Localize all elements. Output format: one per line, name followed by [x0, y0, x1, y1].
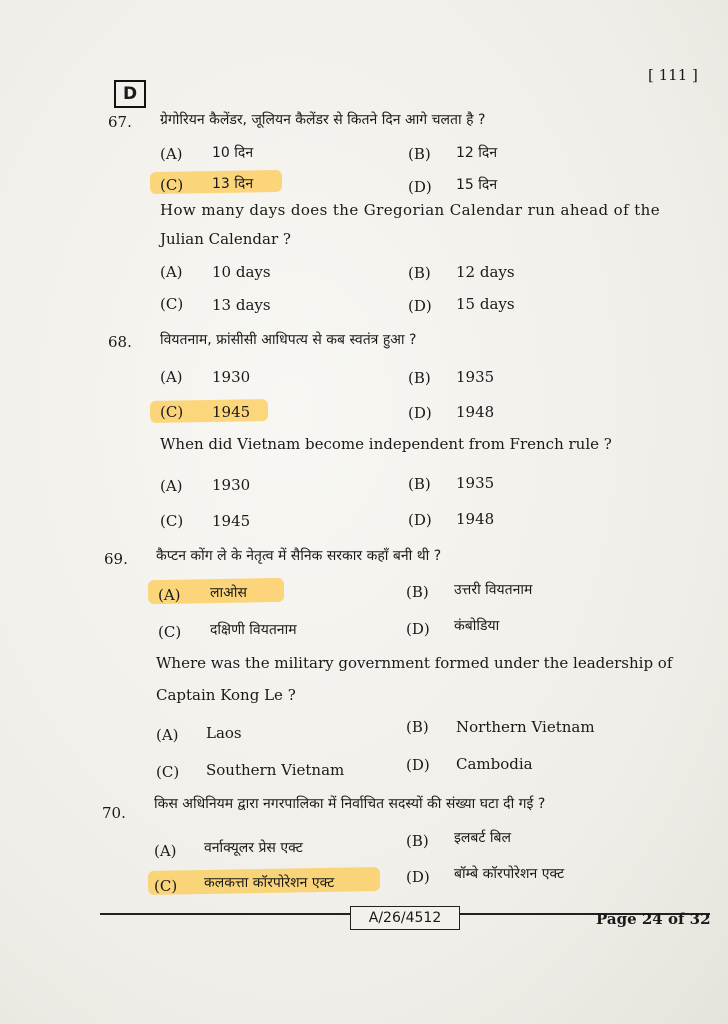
q67-hi-opt-d: 15 दिन: [456, 177, 498, 193]
q67-en-opt-a: 10 days: [212, 263, 271, 281]
q67-en-opt-d-label: (D): [408, 297, 432, 315]
q68-hi-opt-a-label: (A): [160, 368, 183, 386]
q69-hi-opt-d-label: (D): [406, 620, 430, 638]
q68-en-opt-d-label: (D): [408, 511, 432, 529]
q67-en-opt-d: 15 days: [456, 295, 515, 313]
q67-hi-opt-a: 10 दिन: [212, 145, 254, 161]
paper-code: A/26/4512: [350, 906, 460, 930]
question-number-67: 67.: [108, 113, 132, 131]
q69-en-opt-c-label: (C): [156, 763, 180, 781]
q69-hi-opt-a-label: (A): [158, 586, 181, 604]
q69-en-opt-b-label: (B): [406, 718, 429, 736]
q67-hi-opt-a-label: (A): [160, 145, 183, 163]
q68-en-opt-a: 1930: [212, 476, 251, 494]
q69-hi-opt-d: कंबोडिया: [454, 618, 500, 634]
q68-hi-opt-c: 1945: [212, 403, 251, 421]
q68-hi-opt-b-label: (B): [408, 369, 431, 387]
q68-hi-opt-b: 1935: [456, 368, 495, 386]
q67-hi-opt-b-label: (B): [408, 145, 431, 163]
set-code-box: D: [114, 80, 146, 108]
q68-hi-opt-d-label: (D): [408, 404, 432, 422]
q70-hi-opt-d: बॉम्बे कॉरपोरेशन एक्ट: [454, 866, 565, 882]
q69-hi-opt-b-label: (B): [406, 583, 429, 601]
question-67-hindi: ग्रेगोरियन कैलेंडर, जूलियन कैलेंडर से कितने दिन आगे चलता है ?: [160, 112, 486, 128]
q67-en-opt-b: 12 days: [456, 263, 515, 281]
question-69-hindi: कैप्टन कोंग ले के नेतृत्व में सैनिक सरकार कहाँ बनी थी ?: [156, 548, 442, 564]
q69-en-opt-a-label: (A): [156, 726, 179, 744]
q67-en-opt-a-label: (A): [160, 263, 183, 281]
q68-hi-opt-d: 1948: [456, 403, 495, 421]
q67-en-opt-c-label: (C): [160, 295, 184, 313]
q68-hi-opt-a: 1930: [212, 368, 251, 386]
q67-hi-opt-b: 12 दिन: [456, 145, 498, 161]
q67-en-opt-c: 13 days: [212, 296, 271, 314]
q69-en-opt-d: Cambodia: [456, 755, 533, 773]
q68-hi-opt-c-label: (C): [160, 403, 184, 421]
q69-hi-opt-c: दक्षिणी वियतनाम: [210, 622, 297, 638]
question-67-english-line1: How many days does the Gregorian Calendar run ahead of the: [160, 201, 660, 219]
q69-en-opt-d-label: (D): [406, 756, 430, 774]
q67-hi-opt-c: 13 दिन: [212, 176, 254, 192]
question-70-hindi: किस अधिनियम द्वारा नगरपालिका में निर्वाचित सदस्यों की संख्या घटा दी गई ?: [154, 796, 546, 812]
q68-en-opt-d: 1948: [456, 510, 495, 528]
q70-hi-opt-b: इलबर्ट बिल: [454, 830, 511, 846]
q70-hi-opt-d-label: (D): [406, 868, 430, 886]
q69-hi-opt-a: लाओस: [210, 585, 247, 601]
q69-en-opt-c: Southern Vietnam: [206, 761, 345, 779]
q68-en-opt-a-label: (A): [160, 477, 183, 495]
question-67-english-line2: Julian Calendar ?: [160, 230, 291, 248]
q68-en-opt-b: 1935: [456, 474, 495, 492]
q68-en-opt-c-label: (C): [160, 512, 184, 530]
q70-hi-opt-b-label: (B): [406, 832, 429, 850]
question-number-70: 70.: [102, 804, 126, 822]
q70-hi-opt-c: कलकत्ता कॉरपोरेशन एक्ट: [204, 875, 335, 891]
q67-hi-opt-c-label: (C): [160, 176, 184, 194]
question-68-hindi: वियतनाम, फ्रांसीसी आधिपत्य से कब स्वतंत्र हुआ ?: [160, 332, 417, 348]
q69-en-opt-b: Northern Vietnam: [456, 718, 595, 736]
page-of-total: Page 24 of 32: [596, 910, 711, 928]
question-69-english-line1: Where was the military government formed under the leadership of: [156, 654, 673, 672]
question-number-68: 68.: [108, 333, 132, 351]
q67-en-opt-b-label: (B): [408, 264, 431, 282]
q69-en-opt-a: Laos: [206, 724, 242, 742]
page-number: [ 111 ]: [648, 66, 698, 84]
question-number-69: 69.: [104, 550, 128, 568]
q69-hi-opt-c-label: (C): [158, 623, 182, 641]
q67-hi-opt-d-label: (D): [408, 178, 432, 196]
q68-en-opt-b-label: (B): [408, 475, 431, 493]
q70-hi-opt-c-label: (C): [154, 877, 178, 895]
question-69-english-line2: Captain Kong Le ?: [156, 686, 296, 704]
q70-hi-opt-a: वर्नाक्यूलर प्रेस एक्ट: [204, 840, 303, 856]
q70-hi-opt-a-label: (A): [154, 842, 177, 860]
q68-en-opt-c: 1945: [212, 512, 251, 530]
q69-hi-opt-b: उत्तरी वियतनाम: [454, 582, 533, 598]
question-68-english: When did Vietnam become independent from French rule ?: [160, 435, 612, 453]
